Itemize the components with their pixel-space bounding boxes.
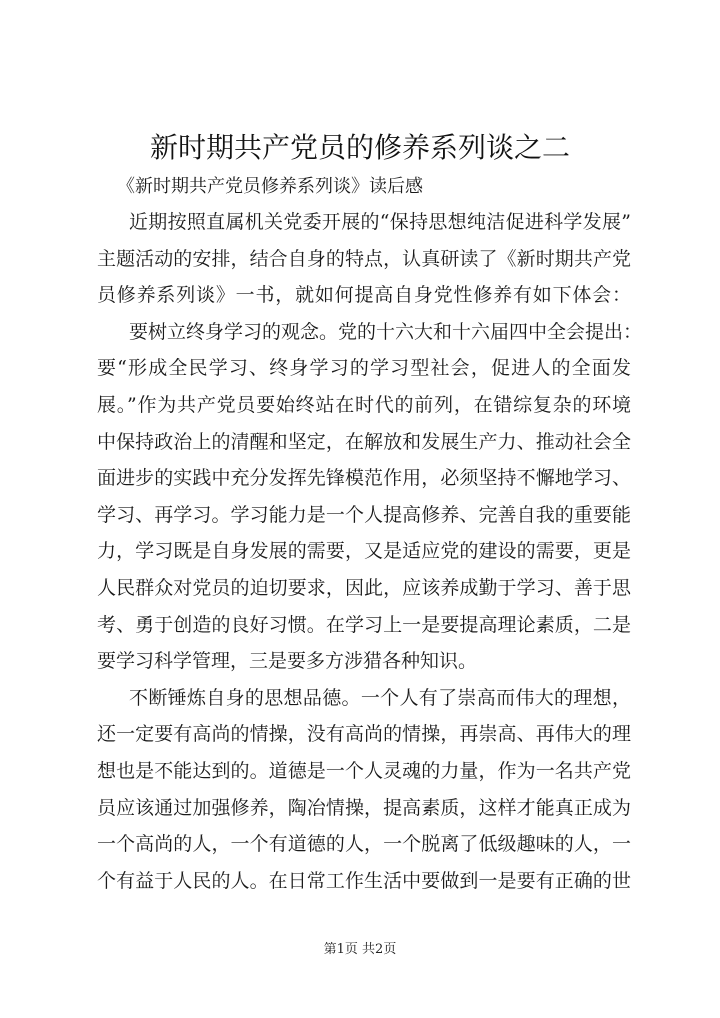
text-line: 员修养系列谈》一书，就如何提高自身党性修养有如下体会： xyxy=(97,284,631,307)
page-footer: 第1页 共2页 xyxy=(323,942,397,957)
text-line: 人民群众对党员的迫切要求，因此，应该养成勤于学习、善于思 xyxy=(97,576,631,599)
text-line: 不断锤炼自身的思想品德。一个人有了崇高而伟大的理想， xyxy=(129,686,631,709)
text-line: 要“形成全民学习、终身学习的学习型社会，促进人的全面发 xyxy=(97,357,631,380)
document-title: 新时期共产党员的修养系列谈之二 xyxy=(149,131,570,164)
text-line: 个有益于人民的人。在日常工作生活中要做到一是要有正确的世 xyxy=(97,869,631,892)
text-line: 力，学习既是自身发展的需要，又是适应党的建设的需要，更是 xyxy=(97,540,631,563)
document-subtitle: 《新时期共产党员修养系列谈》读后感 xyxy=(117,176,423,197)
text-line: 要树立终身学习的观念。党的十六大和十六届四中全会提出： xyxy=(129,320,643,343)
text-line: 要学习科学管理，三是要多方涉猎各种知识。 xyxy=(97,650,478,673)
text-line: 考、勇于创造的良好习惯。在学习上一是要提高理论素质，二是 xyxy=(97,613,631,636)
text-line: 学习、再学习。学习能力是一个人提高修养、完善自我的重要能 xyxy=(97,503,631,526)
text-line: 想也是不能达到的。道德是一个人灵魂的力量，作为一名共产党 xyxy=(97,759,631,782)
text-line: 近期按照直属机关党委开展的“保持思想纯洁促进科学发展” xyxy=(129,211,631,233)
text-line: 展。”作为共产党员要始终站在时代的前列，在错综复杂的环境 xyxy=(97,393,631,416)
text-line: 还一定要有高尚的情操，没有高尚的情操，再崇高、再伟大的理 xyxy=(97,723,631,746)
text-line: 面进步的实践中充分发挥先锋模范作用，必须坚持不懈地学习、 xyxy=(97,467,631,490)
text-line: 主题活动的安排，结合自身的特点，认真研读了《新时期共产党 xyxy=(97,247,631,270)
text-line: 中保持政治上的清醒和坚定，在解放和发展生产力、推动社会全 xyxy=(97,430,631,453)
text-line: 一个高尚的人，一个有道德的人，一个脱离了低级趣味的人，一 xyxy=(97,833,631,856)
text-line: 员应该通过加强修养，陶冶情操，提高素质，这样才能真正成为 xyxy=(97,796,631,819)
document-body xyxy=(97,208,643,903)
